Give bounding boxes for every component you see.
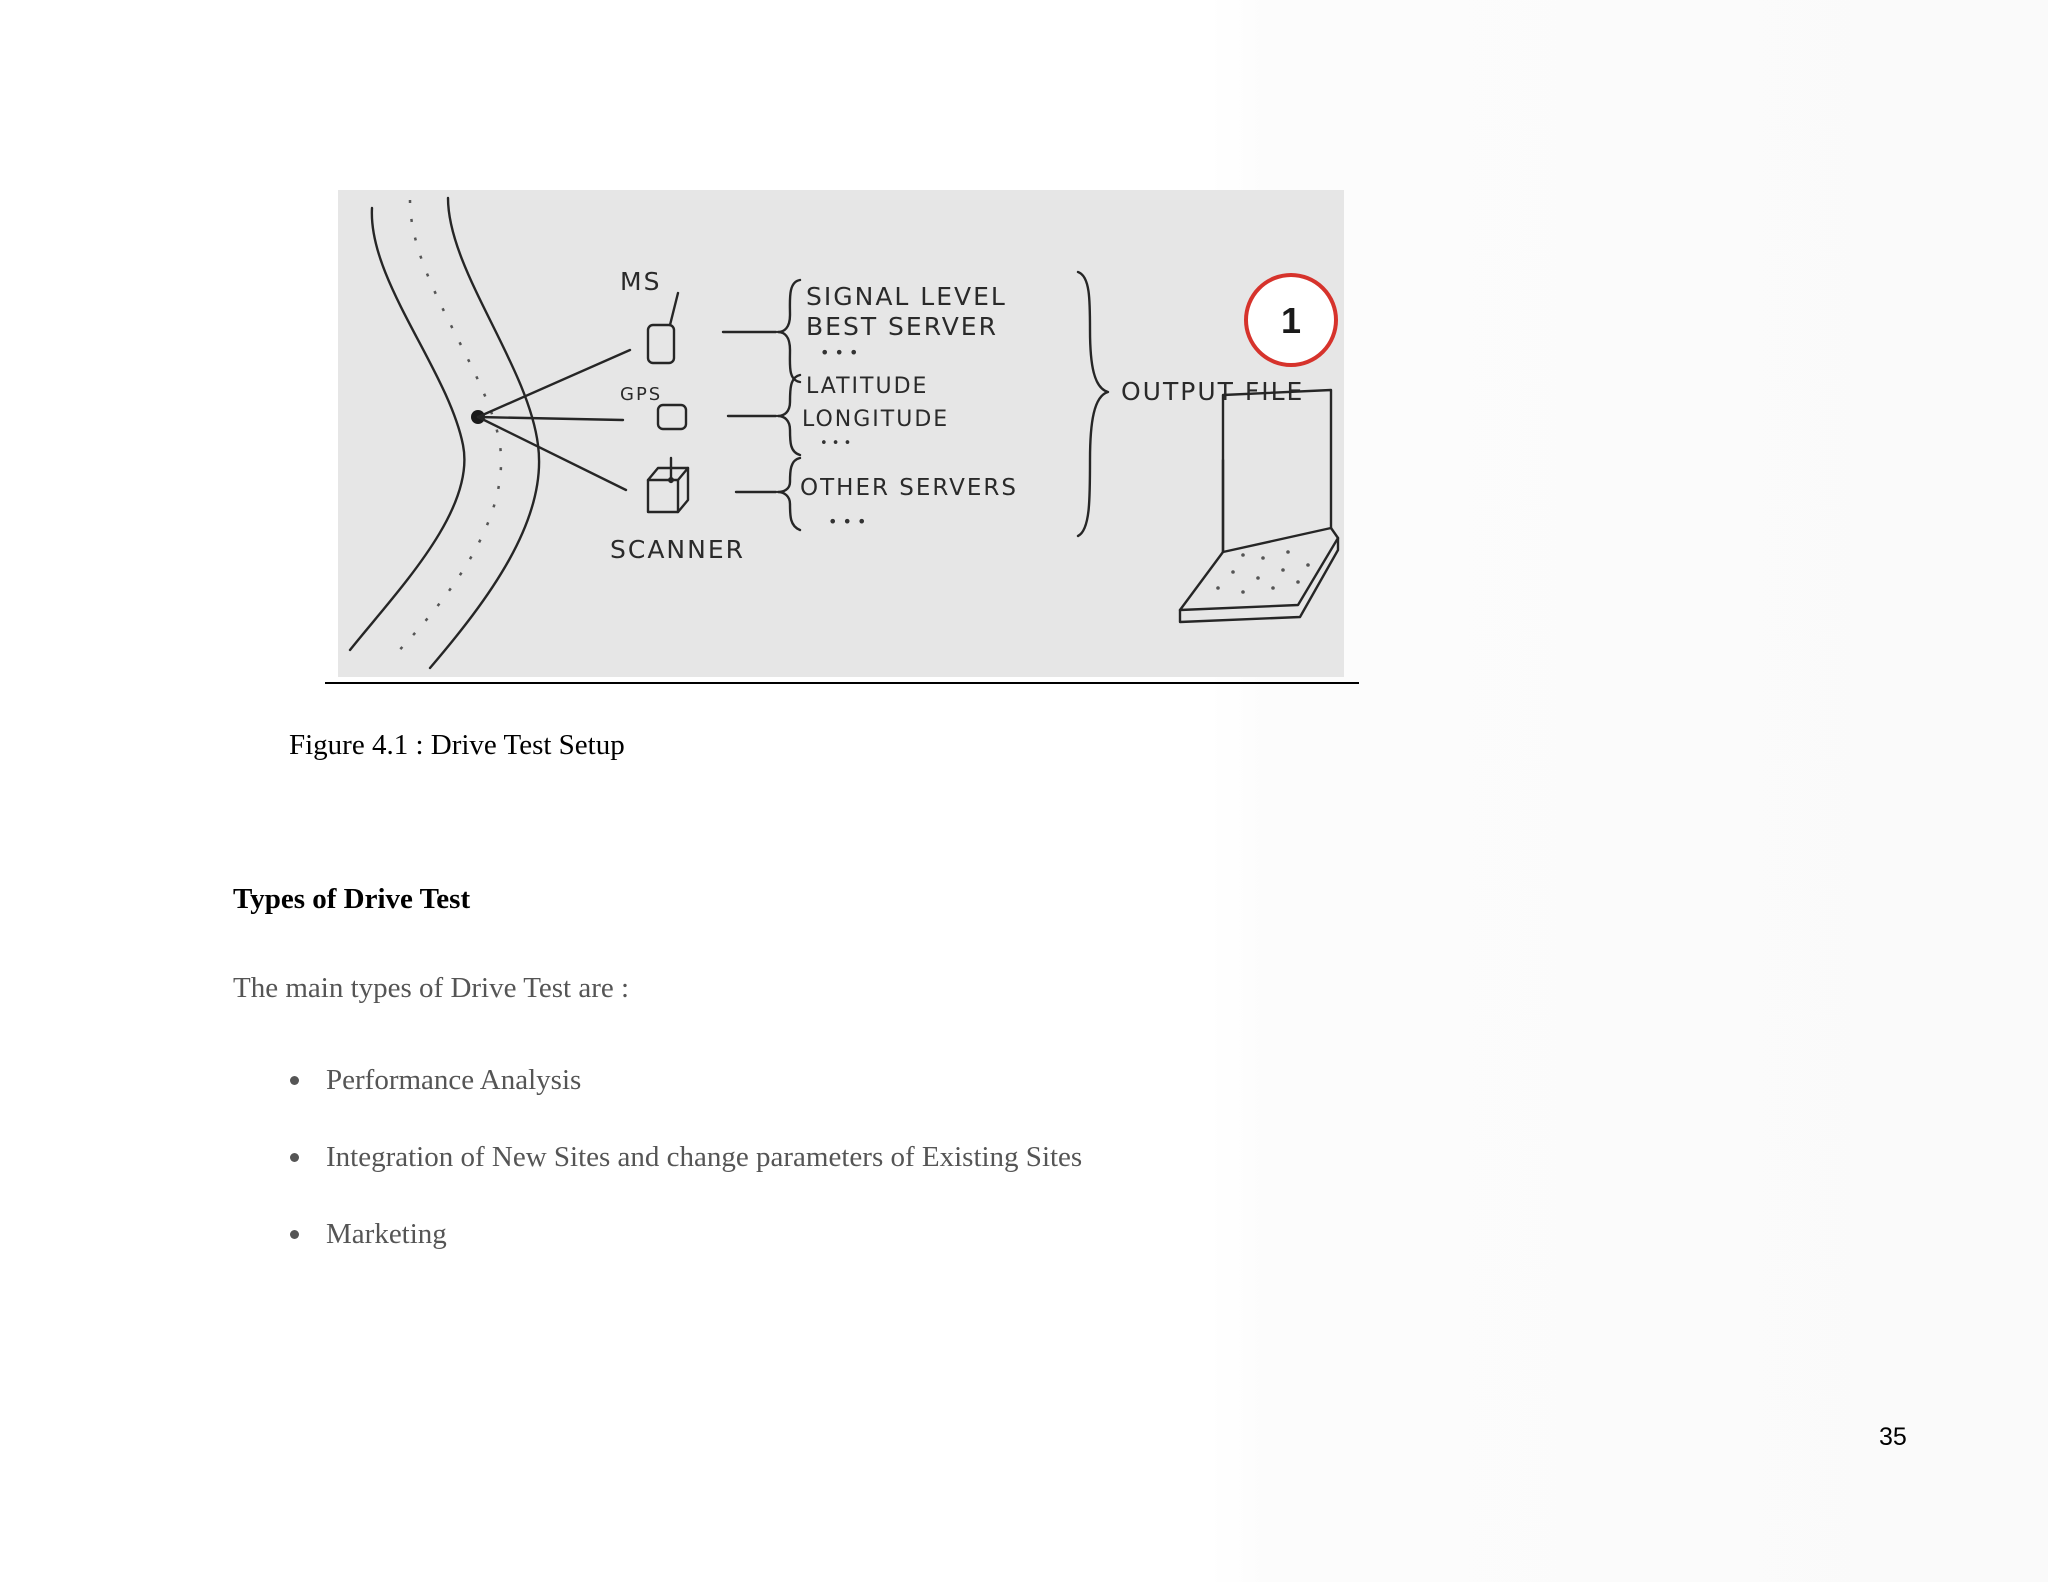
best-server-label: BEST SERVER bbox=[806, 312, 998, 341]
gps-device-icon bbox=[658, 405, 686, 429]
bullet-icon bbox=[290, 1076, 299, 1085]
brace-ms bbox=[778, 280, 800, 382]
list-item-text: Integration of New Sites and change parameters of Existing Sites bbox=[326, 1141, 1083, 1173]
ms-label: MS bbox=[620, 267, 662, 296]
latitude-label: LATITUDE bbox=[806, 374, 929, 399]
figure-underline bbox=[325, 682, 1359, 684]
signal-level-label: SIGNAL LEVEL bbox=[806, 282, 1007, 311]
link-to-gps bbox=[478, 417, 623, 420]
ms-ellipsis: • • • bbox=[820, 343, 859, 362]
list-item-text: Performance Analysis bbox=[326, 1064, 582, 1096]
brace-gps bbox=[778, 375, 800, 455]
scanner-label: SCANNER bbox=[610, 535, 745, 564]
output-brace bbox=[1078, 272, 1108, 536]
drive-test-diagram bbox=[338, 190, 1344, 677]
laptop-icon bbox=[1180, 390, 1338, 622]
longitude-label: LONGITUDE bbox=[802, 407, 950, 432]
gps-label: GPS bbox=[620, 384, 663, 405]
bullet-icon bbox=[290, 1153, 299, 1162]
drive-test-setup-figure bbox=[338, 190, 1344, 677]
other-servers-label: OTHER SERVERS bbox=[800, 475, 1018, 501]
brace-scanner bbox=[778, 458, 800, 530]
figure-caption: Figure 4.1 : Drive Test Setup bbox=[289, 729, 625, 761]
list-item bbox=[286, 1046, 1082, 1123]
svg-text:1: 1 bbox=[1280, 300, 1302, 341]
road-left-edge bbox=[350, 208, 464, 650]
gps-ellipsis: • • • bbox=[820, 436, 852, 451]
output-file-label: OUTPUT FILE bbox=[1121, 377, 1305, 406]
drive-test-types-list bbox=[286, 1046, 1082, 1277]
road-right-edge bbox=[430, 198, 539, 668]
road-center-line bbox=[390, 200, 501, 660]
section-heading: Types of Drive Test bbox=[233, 883, 471, 915]
list-item bbox=[286, 1200, 1082, 1277]
section-intro: The main types of Drive Test are : bbox=[233, 972, 630, 1004]
bullet-icon bbox=[290, 1230, 299, 1239]
link-to-ms bbox=[478, 350, 630, 417]
page-number: 35 bbox=[1879, 1423, 1907, 1451]
list-item-text: Marketing bbox=[326, 1218, 447, 1250]
scanner-cube-icon bbox=[648, 458, 688, 512]
step-number-badge bbox=[1246, 275, 1336, 365]
scanner-ellipsis: • • • bbox=[828, 512, 867, 531]
ms-phone-icon bbox=[648, 293, 678, 363]
link-to-scanner bbox=[478, 417, 626, 490]
list-item bbox=[286, 1123, 1082, 1200]
